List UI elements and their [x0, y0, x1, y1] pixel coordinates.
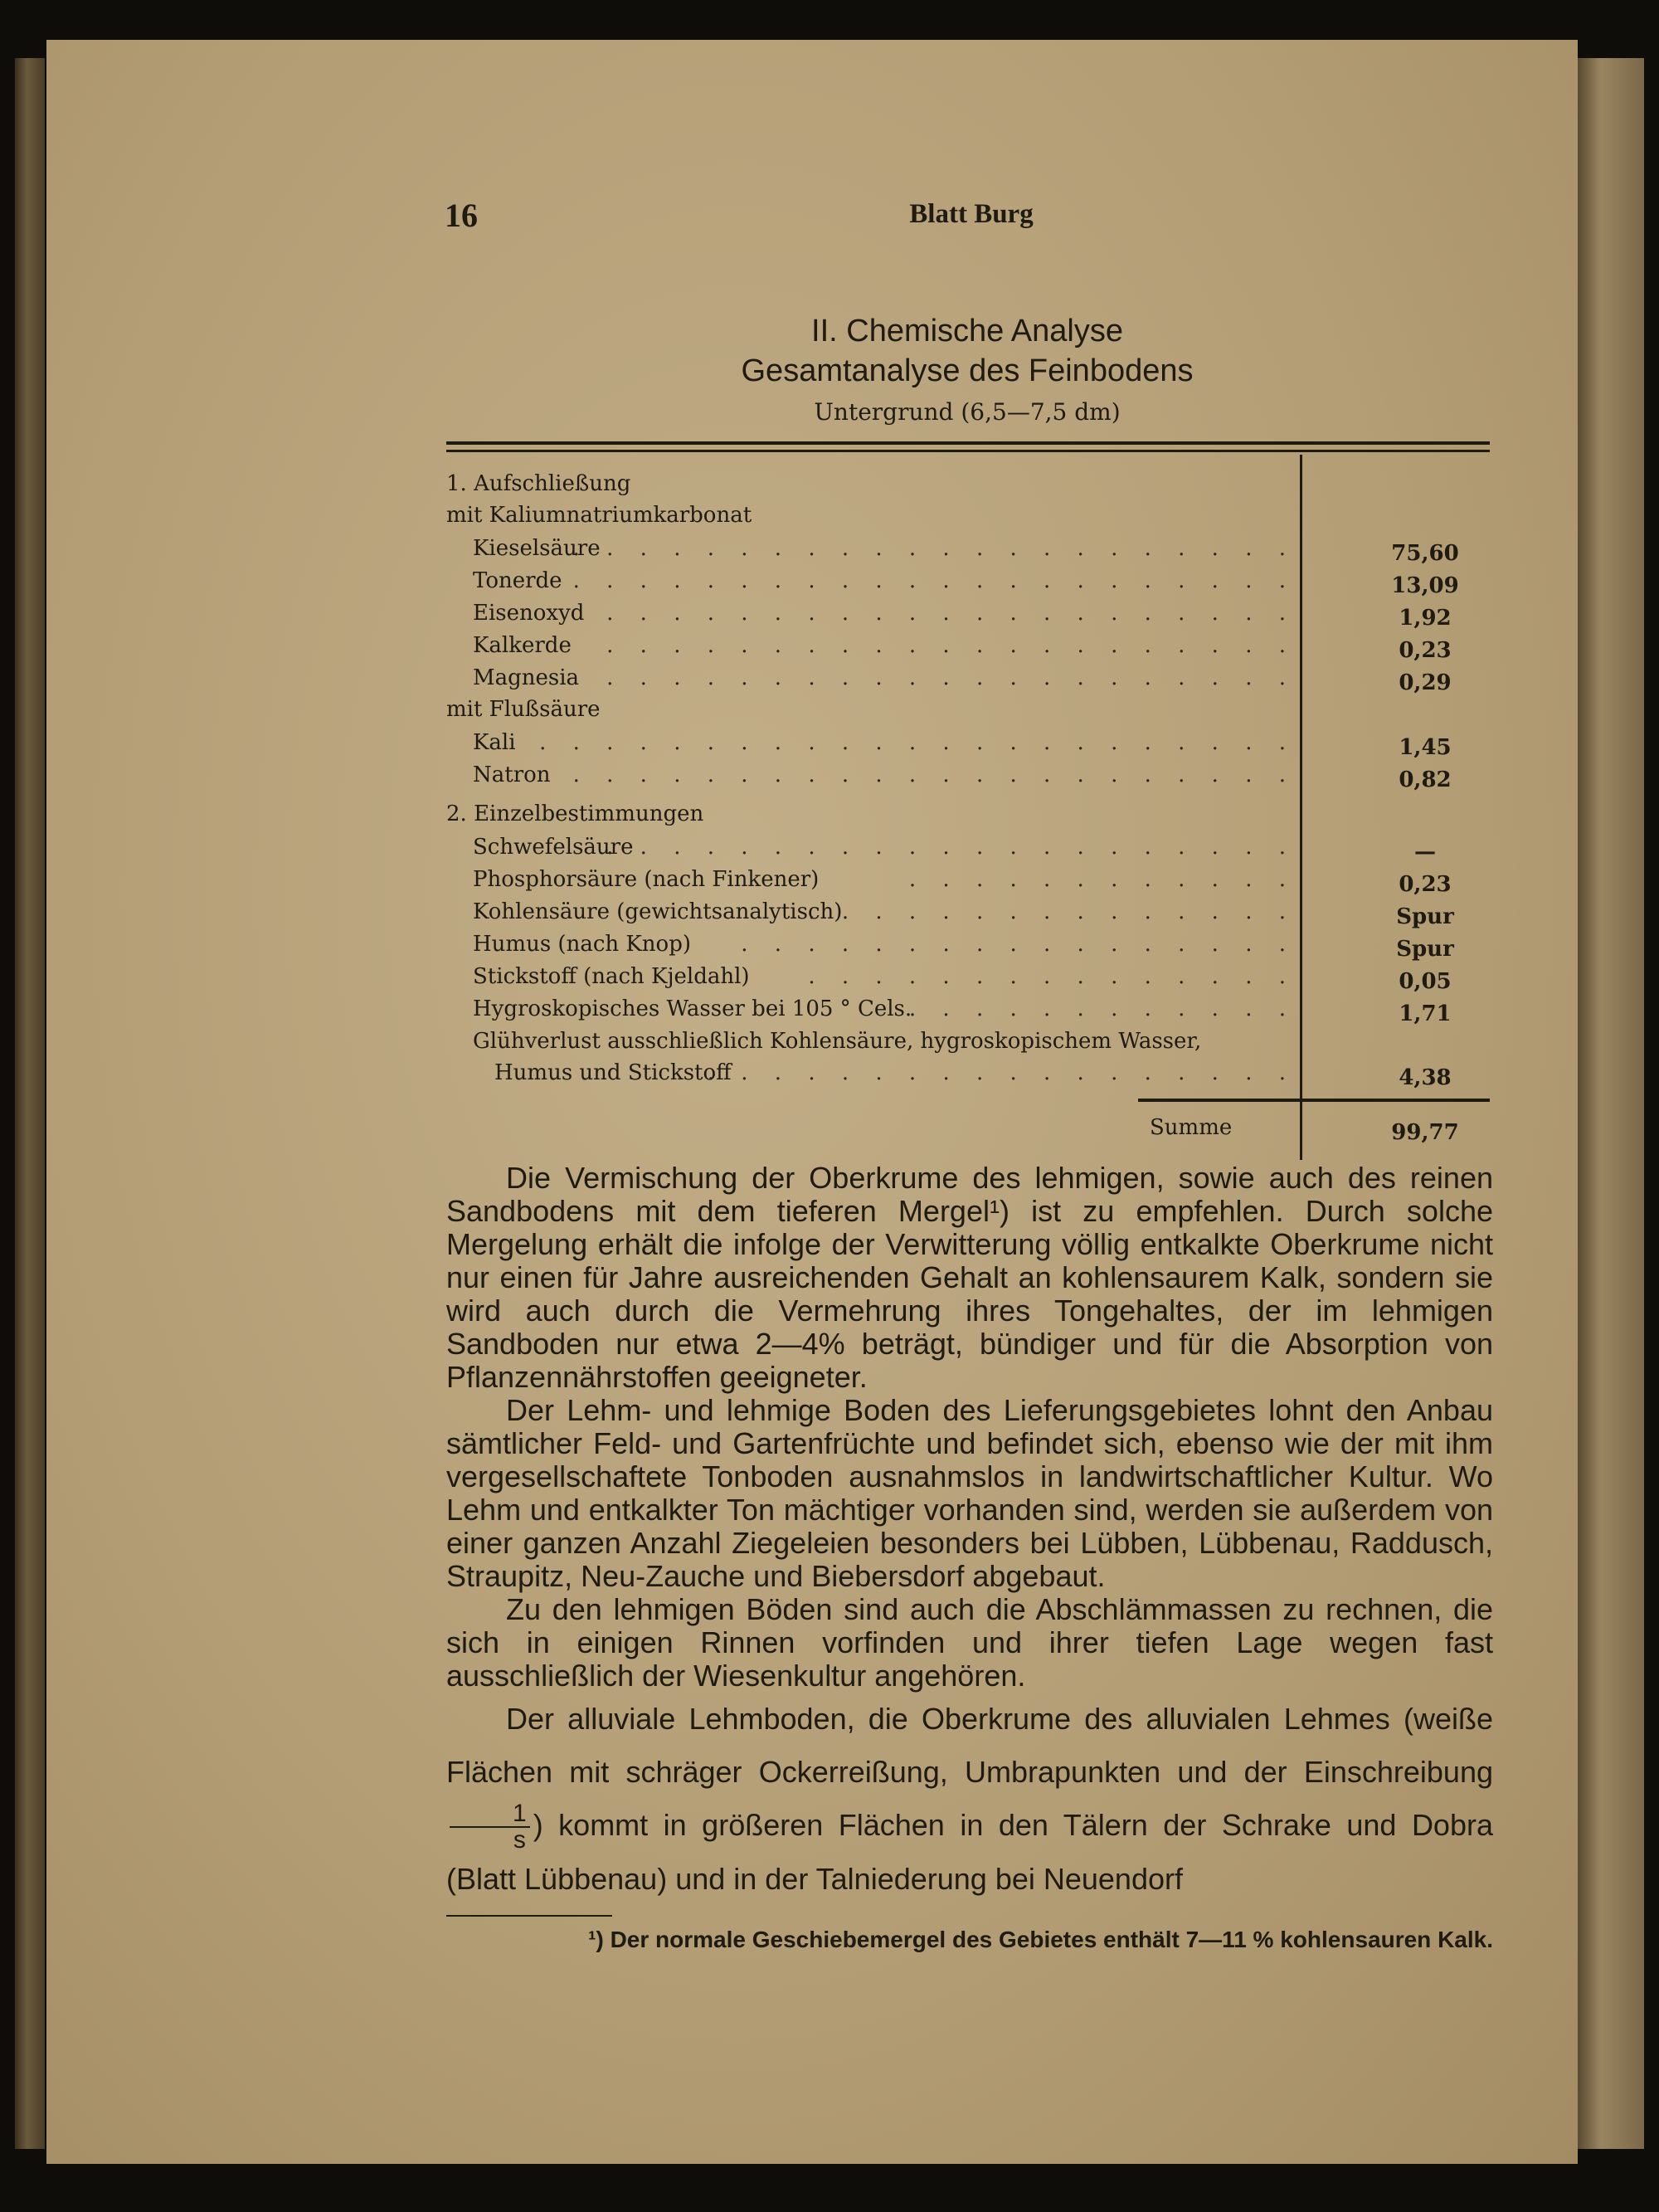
row-value: 0,82	[1399, 767, 1452, 792]
group-title	[446, 801, 1491, 833]
paragraph-text: ) kommt in größeren Flächen in den Tälern der Schrake und Dobra (Blatt Lübbenau) und in der Talniederung bei Neuendorf	[446, 1808, 1493, 1897]
row-value: 75,60	[1391, 541, 1459, 566]
group-1-title: 1. Aufschließung	[446, 471, 631, 496]
page-number: 16	[445, 197, 478, 234]
table-row	[446, 1060, 1491, 1092]
sum-label: Summe	[1150, 1115, 1233, 1140]
body-text	[446, 1162, 1493, 1906]
fraction	[450, 1801, 530, 1853]
group-1-method-b: mit Flußsäure	[446, 697, 601, 722]
table-row	[446, 601, 1491, 632]
fraction-denominator: s	[513, 1826, 526, 1854]
table-row	[446, 665, 1491, 697]
leader-dots: . . . . . . . . . . . . . . . . . . . . . .	[572, 568, 1296, 593]
row-value: 1,71	[1399, 1001, 1452, 1026]
leader-dots: . . . . . . . . . . . . . . .	[808, 899, 1296, 924]
table-row	[446, 1029, 1491, 1060]
row-label: Stickstoff (nach Kjeldahl)	[473, 964, 750, 989]
row-value: 0,23	[1399, 638, 1452, 663]
row-value: 1,45	[1399, 735, 1452, 760]
row-label: Kalkerde	[473, 633, 572, 658]
fraction-numerator: 1	[450, 1801, 530, 1828]
paragraph: Die Vermischung der Oberkrume des lehmigen, sowie auch des reinen Sandbodens mit dem tieferen Mergel¹) ist zu empfehlen. Durch solche Mergelung erhält die infolge der Verwitterung völlig entkalkte Oberkrume nicht nur einen für Jahre ausreichenden Gehalt an kohlensaurem Kalk, sondern sie wird auch durch die Vermehrung ihres Tongehaltes, der im lehmigen Sandboden nur etwa 2—4% beträgt, bündiger und für die Absorption von Pflanzennährstoffen geeigneter.	[446, 1161, 1493, 1394]
row-value: —	[1414, 840, 1436, 865]
row-value: 0,29	[1399, 670, 1452, 695]
row-value: 1,92	[1399, 606, 1452, 631]
table-row	[446, 568, 1491, 600]
footnote-rule	[446, 1915, 612, 1917]
sum-row	[446, 1115, 1491, 1147]
paragraph: Zu den lehmigen Böden sind auch die Abschlämmassen zu rechnen, die sich in einigen Rinnen vorfinden und ihrer tiefen Lage wegen fast ausschließlich der Wiesenkultur angehören.	[446, 1592, 1493, 1693]
section-heading: II. Chemische Analyse	[811, 314, 1123, 348]
table-row	[446, 633, 1491, 665]
row-label: Schwefelsäure	[473, 835, 634, 860]
group-1-method-a: mit Kaliumnatriumkarbonat	[446, 503, 752, 528]
row-label: Eisenoxyd	[473, 601, 585, 626]
row-label-line-2: Humus und Stickstoff	[494, 1060, 732, 1085]
table-row	[446, 730, 1491, 762]
paragraph	[446, 1693, 1493, 1906]
table-row	[446, 867, 1491, 899]
leader-dots: . . . . . . . . . . . .	[908, 996, 1296, 1021]
row-value: 0,23	[1399, 872, 1452, 897]
row-label: Tonerde	[473, 568, 562, 593]
group-subtitle	[446, 697, 1491, 728]
row-label-line-1: Glühverlust ausschließlich Kohlensäure, hygroskopischem Wasser,	[473, 1029, 1202, 1054]
next-page-edge	[1578, 58, 1644, 2149]
row-value: Spur	[1396, 904, 1454, 929]
row-label: Humus (nach Knop)	[473, 932, 691, 957]
subsoil-caption: Untergrund (6,5—7,5 dm)	[814, 398, 1121, 426]
book-page	[46, 40, 1578, 2164]
paragraph: Der Lehm- und lehmige Boden des Lieferungsgebietes lohnt den Anbau sämtlicher Feld- und Gartenfrüchte und befindet sich, ebenso wie der mit ihm vergesellschaftete Tonboden ausnahmslos in landwirtschaftlicher Kultur. Wo Lehm und entkalkter Ton mächtiger vorhanden sind, werden sie außerdem von einer ganzen Anzahl Ziegeleien besonders bei Lübben, Lübbenau, Raddusch, Straupitz, Neu-Zauche und Biebersdorf abgebaut.	[446, 1393, 1493, 1593]
row-label: Hygroskopisches Wasser bei 105 ° Cels.	[473, 996, 912, 1021]
table-row	[446, 964, 1491, 996]
sum-rule	[1138, 1099, 1490, 1102]
leader-dots: . . . . . . . . . . . . . . . . . . . . .	[606, 633, 1296, 658]
row-label: Magnesia	[473, 665, 580, 690]
leader-dots: . . . . . . . . . . . .	[908, 867, 1296, 892]
row-label: Kieselsäure	[473, 536, 601, 561]
row-value: 13,09	[1391, 573, 1459, 598]
table-row	[446, 899, 1491, 931]
leader-dots: . . . . . . . . . . . . . . . . . . . . . .	[572, 763, 1296, 787]
leader-dots: . . . . . . . . . . . . . . . . . . . . .	[606, 835, 1296, 860]
row-label: Kali	[473, 730, 516, 755]
row-value: 4,38	[1399, 1065, 1452, 1090]
table-row	[446, 536, 1491, 568]
leader-dots: . . . . . . . . . . . . . . . . . . . . . . .	[539, 730, 1296, 755]
table-row	[446, 996, 1491, 1028]
table-row	[446, 932, 1491, 963]
row-label: Kohlensäure (gewichtsanalytisch)	[473, 899, 843, 924]
leader-dots: . . . . . . . . . . . . . . . . . . . . . .	[572, 536, 1296, 561]
footnote: ¹) Der normale Geschiebemergel des Gebietes enthält 7—11 % kohlensauren Kalk.	[588, 1927, 1493, 1952]
leader-dots: . . . . . . . . . . . . . . . . .	[741, 932, 1296, 957]
sum-value: 99,77	[1391, 1120, 1459, 1145]
group-subtitle	[446, 503, 1491, 534]
paragraph-text: Der alluviale Lehmboden, die Oberkrume des alluvialen Lehmes (weiße Flächen mit schräger Ockerreißung, Umbrapunkten und der Einschreibung	[446, 1702, 1493, 1789]
group-2-title: 2. Einzelbestimmungen	[446, 801, 704, 826]
page-header	[445, 196, 1498, 246]
row-value: Spur	[1396, 937, 1454, 962]
table-top-rule	[446, 441, 1490, 452]
table-row	[446, 763, 1491, 794]
leader-dots: . . . . . . . . . . . . . . . . . . . . .	[606, 665, 1296, 690]
book-spine-edge	[15, 58, 45, 2149]
leader-dots: . . . . . . . . . . . . . . . . . .	[707, 1060, 1296, 1085]
row-label: Natron	[473, 763, 551, 787]
group-title	[446, 471, 1491, 503]
row-value: 0,05	[1399, 969, 1452, 994]
leader-dots: . . . . . . . . . . . . . . . . . . . . .	[606, 601, 1296, 626]
row-label: Phosphorsäure (nach Finkener)	[473, 867, 820, 892]
leader-dots: . . . . . . . . . . . . . . .	[808, 964, 1296, 989]
table-row	[446, 835, 1491, 866]
running-title: Blatt Burg	[909, 199, 1034, 229]
section-subheading: Gesamtanalyse des Feinbodens	[741, 353, 1194, 388]
